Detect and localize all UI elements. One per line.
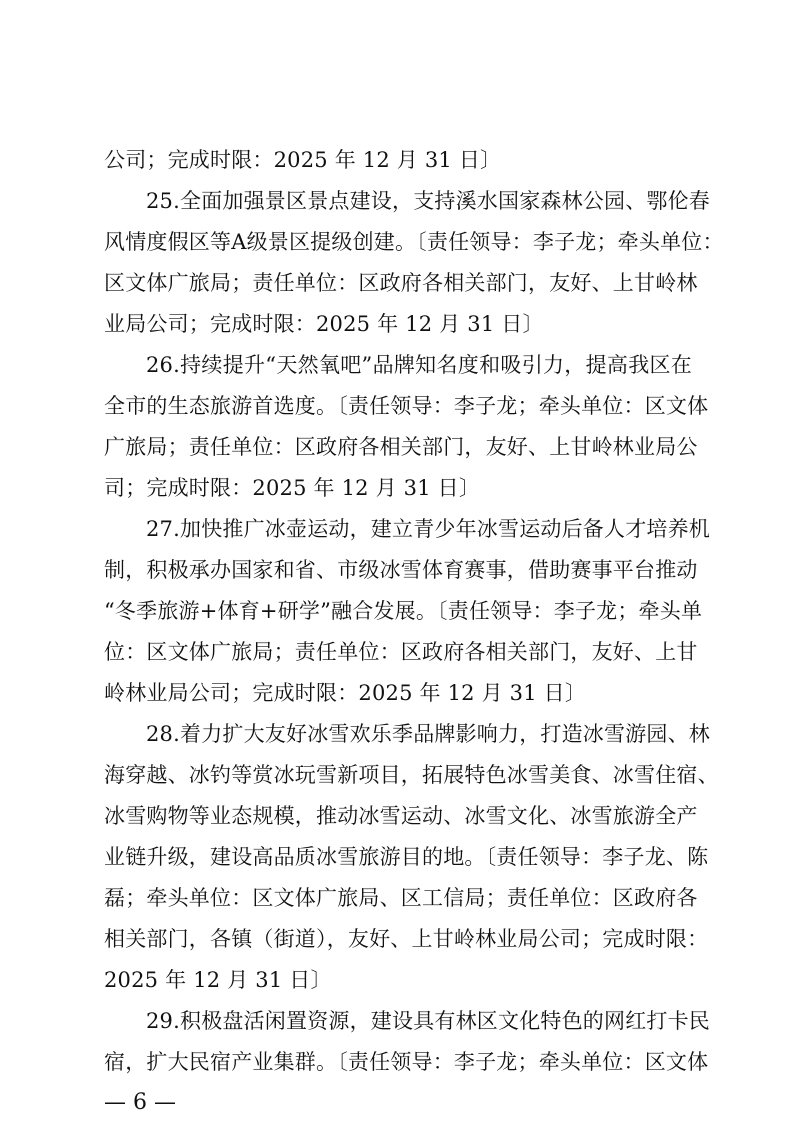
item-25-line-2: 风情度假区等A级景区提级创建。〔责任领导：李子龙；牵头单位：	[104, 230, 724, 254]
item-25-line-3: 区文体广旅局；责任单位：区政府各相关部门，友好、上甘岭林	[104, 271, 698, 295]
item-28-line-4: 业链升级，建设高品质冰雪旅游目的地。〔责任领导：李子龙、陈	[104, 845, 709, 869]
item-28-line-1: 28.着力扩大友好冰雪欢乐季品牌影响力，打造冰雪游园、林	[146, 722, 710, 746]
item-26-line-1: 26.持续提升“天然氧吧”品牌知名度和吸引力，提高我区在	[146, 353, 692, 377]
item-26-line-3: 广旅局；责任单位：区政府各相关部门，友好、上甘岭林业局公	[104, 435, 698, 459]
item-27-line-3: “冬季旅游+体育+研学”融合发展。〔责任领导：李子龙；牵头单	[104, 599, 703, 623]
item-27-line-1: 27.加快推广冰壶运动，建立青少年冰雪运动后备人才培养机	[146, 517, 710, 541]
item-26-line-4: 司；完成时限：2025 年 12 月 31 日〕	[104, 476, 481, 500]
item-28-line-6: 相关部门，各镇（街道），友好、上甘岭林业局公司；完成时限：	[104, 927, 709, 951]
item-29-line-1: 29.积极盘活闲置资源，建设具有林区文化特色的网红打卡民	[146, 1009, 710, 1033]
item-27-line-2: 制，积极承办国家和省、市级冰雪体育赛事，借助赛事平台推动	[104, 558, 698, 582]
item-27-line-4: 位：区文体广旅局；责任单位：区政府各相关部门，友好、上甘	[104, 640, 698, 664]
item-28-line-3: 冰雪购物等业态规模，推动冰雪运动、冰雪文化、冰雪旅游全产	[104, 804, 698, 828]
page-number: — 6 —	[104, 1090, 176, 1115]
item-25-line-4: 业局公司；完成时限：2025 年 12 月 31 日〕	[104, 312, 544, 336]
item-28-line-5: 磊；牵头单位：区文体广旅局、区工信局；责任单位：区政府各	[104, 886, 698, 910]
item-28-line-2: 海穿越、冰钓等赏冰玩雪新项目，拓展特色冰雪美食、冰雪住宿、	[104, 763, 719, 787]
text-line: 公司；完成时限：2025 年 12 月 31 日〕	[104, 148, 502, 172]
item-28-line-7: 2025 年 12 月 31 日〕	[104, 968, 332, 992]
item-29-line-2: 宿，扩大民宿产业集群。〔责任领导：李子龙；牵头单位：区文体	[104, 1050, 709, 1074]
item-26-line-2: 全市的生态旅游首选度。〔责任领导：李子龙；牵头单位：区文体	[104, 394, 709, 418]
item-25-line-1: 25.全面加强景区景点建设，支持溪水国家森林公园、鄂伦春	[146, 189, 710, 213]
item-27-line-5: 岭林业局公司；完成时限：2025 年 12 月 31 日〕	[104, 681, 587, 705]
